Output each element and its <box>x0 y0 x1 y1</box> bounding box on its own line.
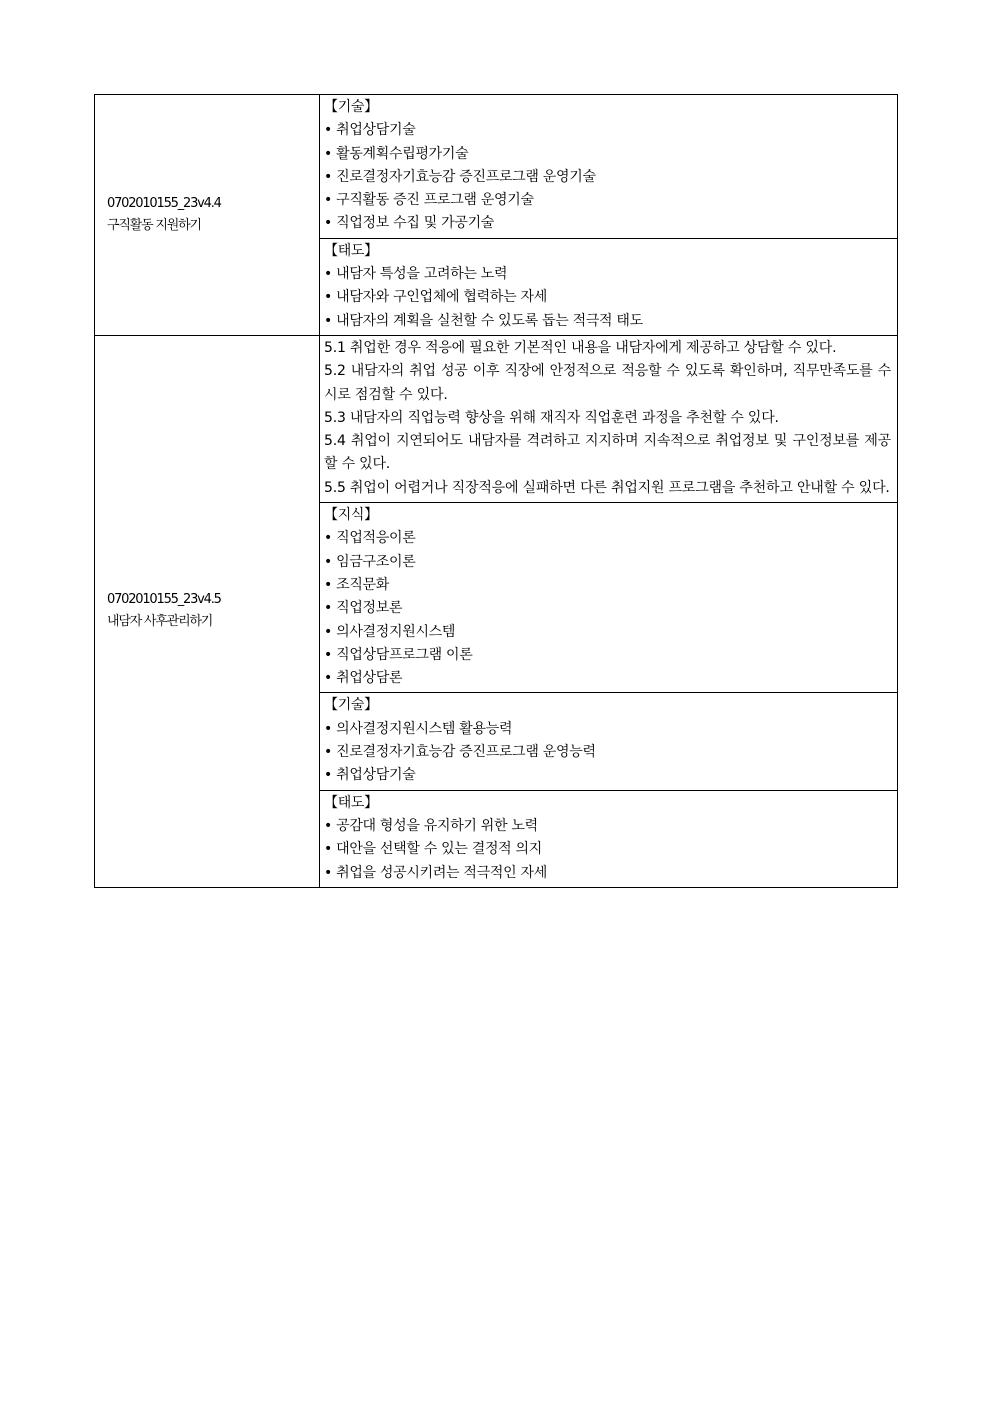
skills-cell <box>320 693 898 790</box>
criteria-cell <box>320 335 898 502</box>
list-item: • 활동계획수립평가기술 <box>324 143 891 166</box>
unit-code: 0702010155_23v4.4 <box>107 195 221 211</box>
section-header: 【기술】 <box>324 697 378 714</box>
list-item: • 취업상담론 <box>324 667 891 690</box>
unit-name: 구직활동 지원하기 <box>107 217 201 233</box>
criterion: 5.3 내담자의 직업능력 향상을 위해 재직자 직업훈련 과정을 추천할 수 있다. <box>324 409 779 426</box>
section-header: 【태도】 <box>324 242 378 259</box>
list-item: • 의사결정지원시스템 <box>324 621 891 644</box>
criterion: 5.5 취업이 어렵거나 직장적응에 실패하면 다른 취업지원 프로그램을 추천하고 안내할 수 있다. <box>324 479 890 496</box>
unit-cell <box>95 95 320 336</box>
criterion: 5.1 취업한 경우 적응에 필요한 기본적인 내용을 내담자에게 제공하고 상담할 수 있다. <box>324 339 837 356</box>
list-item: • 직업적응이론 <box>324 527 891 550</box>
list-item: • 진로결정자기효능감 증진프로그램 운영기술 <box>324 166 891 189</box>
list-item: • 직업정보 수집 및 가공기술 <box>324 212 891 235</box>
skills-cell <box>320 95 898 239</box>
attitude-cell <box>320 238 898 335</box>
criterion: 5.2 내담자의 취업 성공 이후 직장에 안정적으로 적응할 수 있도록 확인하며, 직무만족도를 수시로 점검할 수 있다. <box>324 363 891 403</box>
list-item: • 공감대 형성을 유지하기 위한 노력 <box>324 815 891 838</box>
list-item: • 취업을 성공시키려는 적극적인 자세 <box>324 862 891 885</box>
section-header: 【지식】 <box>324 507 378 524</box>
table-row <box>95 95 898 239</box>
list-item: • 직업정보론 <box>324 597 891 620</box>
attitude-cell <box>320 790 898 887</box>
list-item: • 조직문화 <box>324 574 891 597</box>
unit-code: 0702010155_23v4.5 <box>107 592 221 608</box>
list-item: • 내담자와 구인업체에 협력하는 자세 <box>324 286 891 309</box>
list-item: • 내담자 특성을 고려하는 노력 <box>324 263 891 286</box>
list-item: • 의사결정지원시스템 활용능력 <box>324 718 891 741</box>
competency-table <box>94 94 898 888</box>
list-item: • 직업상담프로그램 이론 <box>324 644 891 667</box>
table-row <box>95 335 898 502</box>
list-item: • 구직활동 증진 프로그램 운영기술 <box>324 189 891 212</box>
list-item: • 취업상담기술 <box>324 119 891 142</box>
list-item: • 진로결정자기효능감 증진프로그램 운영능력 <box>324 741 891 764</box>
list-item: • 대안을 선택할 수 있는 결정적 의지 <box>324 838 891 861</box>
knowledge-cell <box>320 503 898 693</box>
section-header: 【태도】 <box>324 794 378 811</box>
unit-name: 내담자 사후관리하기 <box>107 614 213 630</box>
list-item: • 내담자의 계획을 실천할 수 있도록 돕는 적극적 태도 <box>324 310 891 333</box>
unit-cell <box>95 335 320 887</box>
criterion: 5.4 취업이 지연되어도 내담자를 격려하고 지지하며 지속적으로 취업정보 및 구인정보를 제공할 수 있다. <box>324 433 891 473</box>
list-item: • 임금구조이론 <box>324 551 891 574</box>
list-item: • 취업상담기술 <box>324 764 891 787</box>
section-header: 【기술】 <box>324 99 378 115</box>
